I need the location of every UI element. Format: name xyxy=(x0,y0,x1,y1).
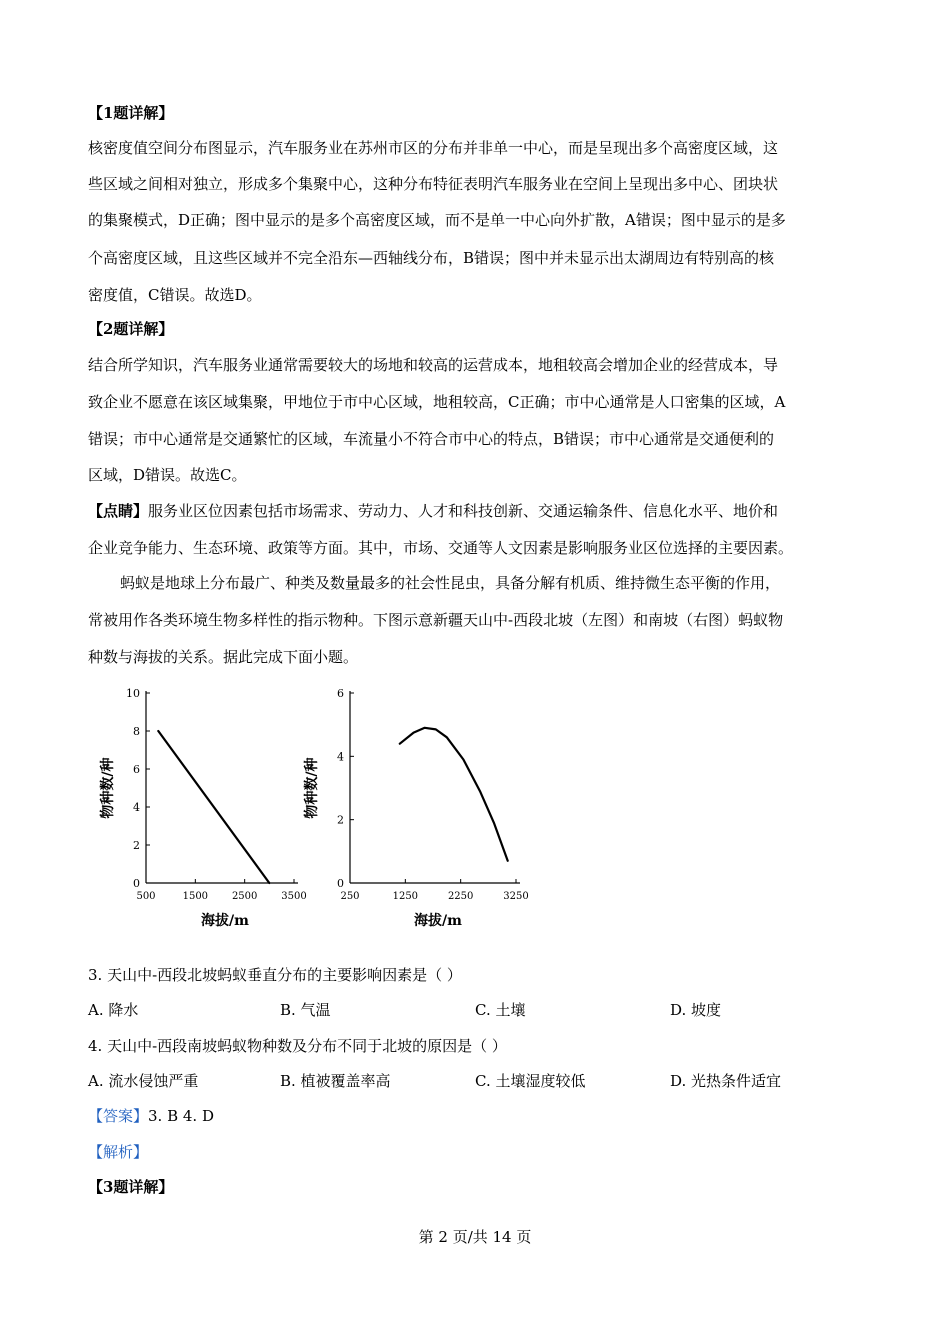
q3-option-d[interactable]: D. 坡度 xyxy=(670,1001,722,1019)
q1-text-line: 个高密度区域，且这些区域并不完全沿东—西轴线分布，B错误；图中并未显示出太湖周边有特别高的核 xyxy=(88,249,775,267)
x-axis-label: 海拔/m xyxy=(414,913,462,929)
x-tick-label: 3250 xyxy=(503,891,529,902)
y-axis-label: 物种数/种 xyxy=(100,757,116,819)
y-tick-label: 8 xyxy=(133,725,140,738)
q4-option-c[interactable]: C. 土壤湿度较低 xyxy=(475,1072,586,1090)
answer-text: 3. B 4. D xyxy=(148,1107,214,1125)
x-tick-label: 1250 xyxy=(392,891,419,902)
x-axis-label: 海拔/m xyxy=(201,913,249,929)
q3-option-a[interactable]: A. 降水 xyxy=(88,1001,139,1019)
tip-text: 服务业区位因素包括市场需求、劳动力、人才和科技创新、交通运输条件、信息化水平、地价和 xyxy=(148,502,779,520)
intro-line: 种数与海拔的关系。据此完成下面小题。 xyxy=(88,648,359,666)
page-footer: 第 2 页/共 14 页 xyxy=(418,1228,532,1246)
q4-option-a[interactable]: A. 流水侵蚀严重 xyxy=(88,1072,199,1090)
answer-label: 【答案】 xyxy=(88,1107,149,1125)
q3-detail-heading: 【3题详解】 xyxy=(88,1178,174,1196)
y-tick-label: 4 xyxy=(337,750,344,764)
x-tick-label: 2250 xyxy=(447,891,474,902)
y-axis-label: 物种数/种 xyxy=(304,757,320,819)
q4-option-d[interactable]: D. 光热条件适宜 xyxy=(670,1072,782,1090)
q1-text-line: 的集聚模式，D正确；图中显示的是多个高密度区域，而不是单一中心向外扩散，A错误；图中显示的是多 xyxy=(88,211,786,229)
q2-text-line: 致企业不愿意在该区域集聚，甲地位于市中心区域，地租较高，C正确；市中心通常是人口密集的区域，A xyxy=(88,393,786,411)
y-tick-label: 0 xyxy=(337,877,344,890)
y-tick-label: 4 xyxy=(133,801,140,814)
series-line xyxy=(400,728,508,861)
q2-text-line: 区域，D错误。故选C。 xyxy=(88,466,247,484)
y-tick-label: 6 xyxy=(133,763,140,776)
q3-option-b[interactable]: B. 气温 xyxy=(280,1001,331,1019)
x-tick-label: 2500 xyxy=(231,891,258,902)
x-tick-label: 500 xyxy=(136,891,156,902)
q1-text-line: 核密度值空间分布图显示，汽车服务业在苏州市区的分布并非单一中心，而是呈现出多个高密度区域，这 xyxy=(88,139,779,157)
y-tick-label: 6 xyxy=(337,687,344,700)
q3-stem: 3. 天山中-西段北坡蚂蚁垂直分布的主要影响因素是（ ） xyxy=(88,966,462,984)
tip-label: 【点睛】 xyxy=(88,502,149,520)
q3-option-c[interactable]: C. 土壤 xyxy=(475,1001,526,1019)
y-tick-label: 0 xyxy=(133,877,140,890)
q4-option-b[interactable]: B. 植被覆盖率高 xyxy=(280,1072,391,1090)
x-tick-label: 1500 xyxy=(182,891,209,902)
intro-line: 蚂蚁是地球上分布最广、种类及数量最多的社会性昆虫，具备分解有机质、维持微生态平衡的作用， xyxy=(120,574,781,592)
x-tick-label: 3500 xyxy=(281,891,307,902)
y-tick-label: 2 xyxy=(133,839,140,852)
q2-heading: 【2题详解】 xyxy=(88,320,174,338)
chart-south-slope xyxy=(304,680,560,940)
chart-north-slope xyxy=(90,680,330,940)
tip-line-2: 企业竞争能力、生态环境、政策等方面。其中，市场、交通等人文因素是影响服务业区位选择的主要因素。 xyxy=(88,539,794,557)
y-tick-label: 2 xyxy=(337,813,344,827)
q1-text-line: 些区域之间相对独立，形成多个集聚中心，这种分布特征表明汽车服务业在空间上呈现出多中心、团块状 xyxy=(88,175,779,193)
q1-text-line: 密度值，C错误。故选D。 xyxy=(88,286,262,304)
series-line xyxy=(158,731,269,883)
q2-text-line: 错误；市中心通常是交通繁忙的区域，车流量小不符合市中心的特点，B错误；市中心通常是交通便利的 xyxy=(88,430,775,448)
q2-text-line: 结合所学知识，汽车服务业通常需要较大的场地和较高的运营成本，地租较高会增加企业的经营成本，导 xyxy=(88,356,779,374)
analysis-label: 【解析】 xyxy=(88,1143,149,1161)
q4-stem: 4. 天山中-西段南坡蚂蚁物种数及分布不同于北坡的原因是（ ） xyxy=(88,1037,507,1055)
q1-heading: 【1题详解】 xyxy=(88,104,174,122)
x-tick-label: 250 xyxy=(340,891,360,902)
intro-line: 常被用作各类环境生物多样性的指示物种。下图示意新疆天山中-西段北坡（左图）和南坡（右图）蚂蚁物 xyxy=(88,611,784,629)
y-tick-label: 10 xyxy=(126,687,140,700)
tip-line-1 xyxy=(88,501,868,521)
answer-line xyxy=(88,1106,868,1126)
